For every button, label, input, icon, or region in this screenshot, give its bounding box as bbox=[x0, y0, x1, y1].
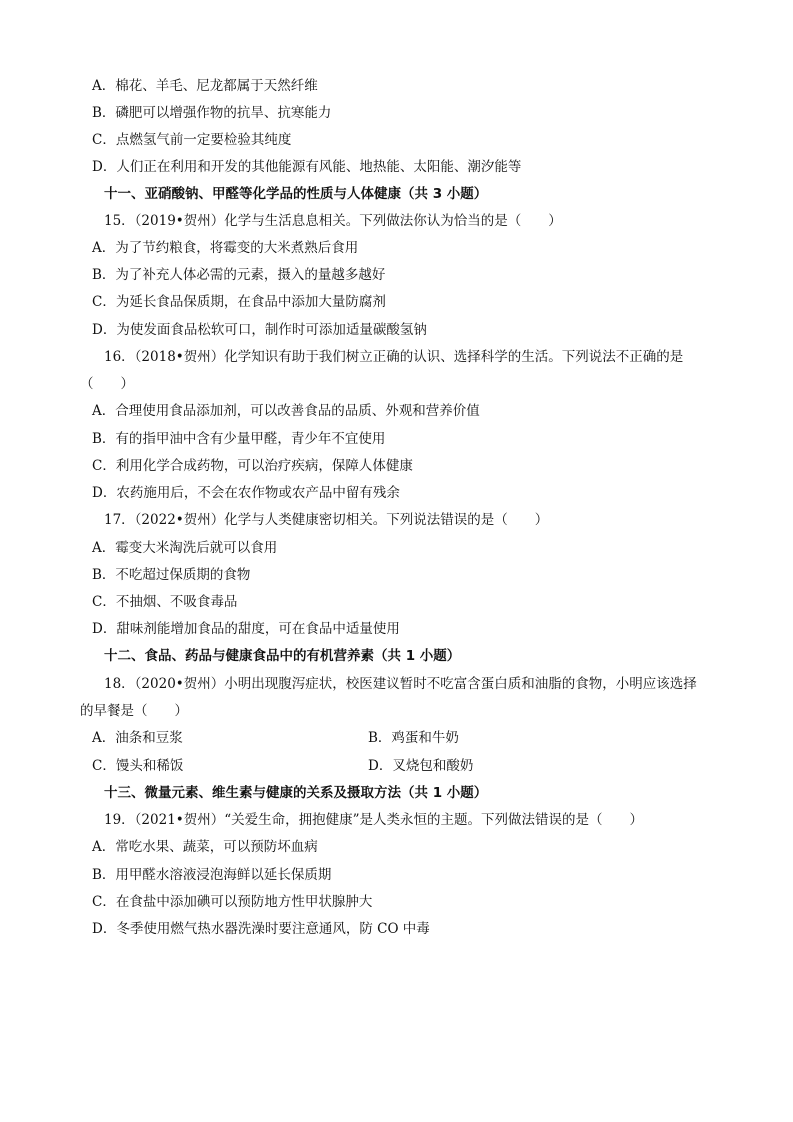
question-17-option-d: D．甜味剂能增加食品的甜度，可在食品中适量使用 bbox=[92, 621, 400, 637]
question-19-option-c: C．在食盐中添加碘可以预防地方性甲状腺肿大 bbox=[92, 894, 373, 910]
question-18-stem-cont: 的早餐是（ ） bbox=[80, 703, 188, 719]
question-19-option-d: D．冬季使用燃气热水器洗澡时要注意通风，防 CO 中毒 bbox=[92, 921, 430, 937]
question-16-option-a: A．合理使用食品添加剂，可以改善食品的品质、外观和营养价值 bbox=[92, 403, 480, 419]
option-b: B．磷肥可以增强作物的抗旱、抗寒能力 bbox=[92, 105, 332, 121]
question-18-option-b: B．鸡蛋和牛奶 bbox=[368, 730, 459, 746]
question-16-option-d: D．农药施用后，不会在农作物或农产品中留有残余 bbox=[92, 485, 400, 501]
question-19-stem: 19．（2021•贺州）“关爱生命，拥抱健康”是人类永恒的主题。下列做法错误的是（ ） bbox=[104, 812, 644, 828]
question-15-option-c: C．为延长食品保质期，在食品中添加大量防腐剂 bbox=[92, 294, 386, 310]
question-17-option-c: C．不抽烟、不吸食毒品 bbox=[92, 594, 238, 610]
question-18-stem: 18．（2020•贺州）小明出现腹泻症状，校医建议暂时不吃富含蛋白质和油脂的食物，小明应该选择 bbox=[104, 676, 697, 692]
question-17-option-a: A．霉变大米淘洗后就可以食用 bbox=[92, 540, 278, 556]
option-d: D．人们正在利用和开发的其他能源有风能、地热能、太阳能、潮汐能等 bbox=[92, 159, 522, 175]
question-15-option-a: A．为了节约粮食，将霉变的大米煮熟后食用 bbox=[92, 240, 359, 256]
section-heading-12: 十二、食品、药品与健康食品中的有机营养素（共 1 小题） bbox=[104, 648, 461, 664]
question-19-option-a: A．常吃水果、蔬菜，可以预防坏血病 bbox=[92, 839, 318, 855]
question-19-option-b: B．用甲醛水溶液浸泡海鲜以延长保质期 bbox=[92, 867, 332, 883]
question-15-stem: 15．（2019•贺州）化学与生活息息相关。下列做法你认为恰当的是（ ） bbox=[104, 213, 562, 229]
section-heading-11: 十一、亚硝酸钠、甲醛等化学品的性质与人体健康（共 3 小题） bbox=[104, 186, 488, 202]
question-18-options-row-1 bbox=[92, 728, 793, 748]
question-18-options-row-2 bbox=[92, 756, 793, 776]
question-17-option-b: B．不吃超过保质期的食物 bbox=[92, 567, 251, 583]
question-16-option-b: B．有的指甲油中含有少量甲醛，青少年不宜使用 bbox=[92, 431, 386, 447]
section-heading-13: 十三、微量元素、维生素与健康的关系及摄取方法（共 1 小题） bbox=[104, 785, 488, 801]
question-18-option-c: C．馒头和稀饭 bbox=[92, 758, 184, 774]
option-a: A．棉花、羊毛、尼龙都属于天然纤维 bbox=[92, 78, 318, 94]
option-c: C．点燃氢气前一定要检验其纯度 bbox=[92, 132, 292, 148]
question-16-stem: 16．（2018•贺州）化学知识有助于我们树立正确的认识、选择科学的生活。下列说法不正确的是 bbox=[104, 349, 684, 365]
question-18-option-d: D．叉烧包和酸奶 bbox=[368, 758, 474, 774]
question-15-option-d: D．为使发面食品松软可口，制作时可添加适量碳酸氢钠 bbox=[92, 322, 427, 338]
question-18-option-a: A．油条和豆浆 bbox=[92, 730, 183, 746]
question-16-stem-cont: （ ） bbox=[80, 376, 134, 392]
question-16-option-c: C．利用化学合成药物，可以治疗疾病，保障人体健康 bbox=[92, 458, 413, 474]
question-17-stem: 17．（2022•贺州）化学与人类健康密切相关。下列说法错误的是（ ） bbox=[104, 512, 549, 528]
question-15-option-b: B．为了补充人体必需的元素，摄入的量越多越好 bbox=[92, 267, 386, 283]
